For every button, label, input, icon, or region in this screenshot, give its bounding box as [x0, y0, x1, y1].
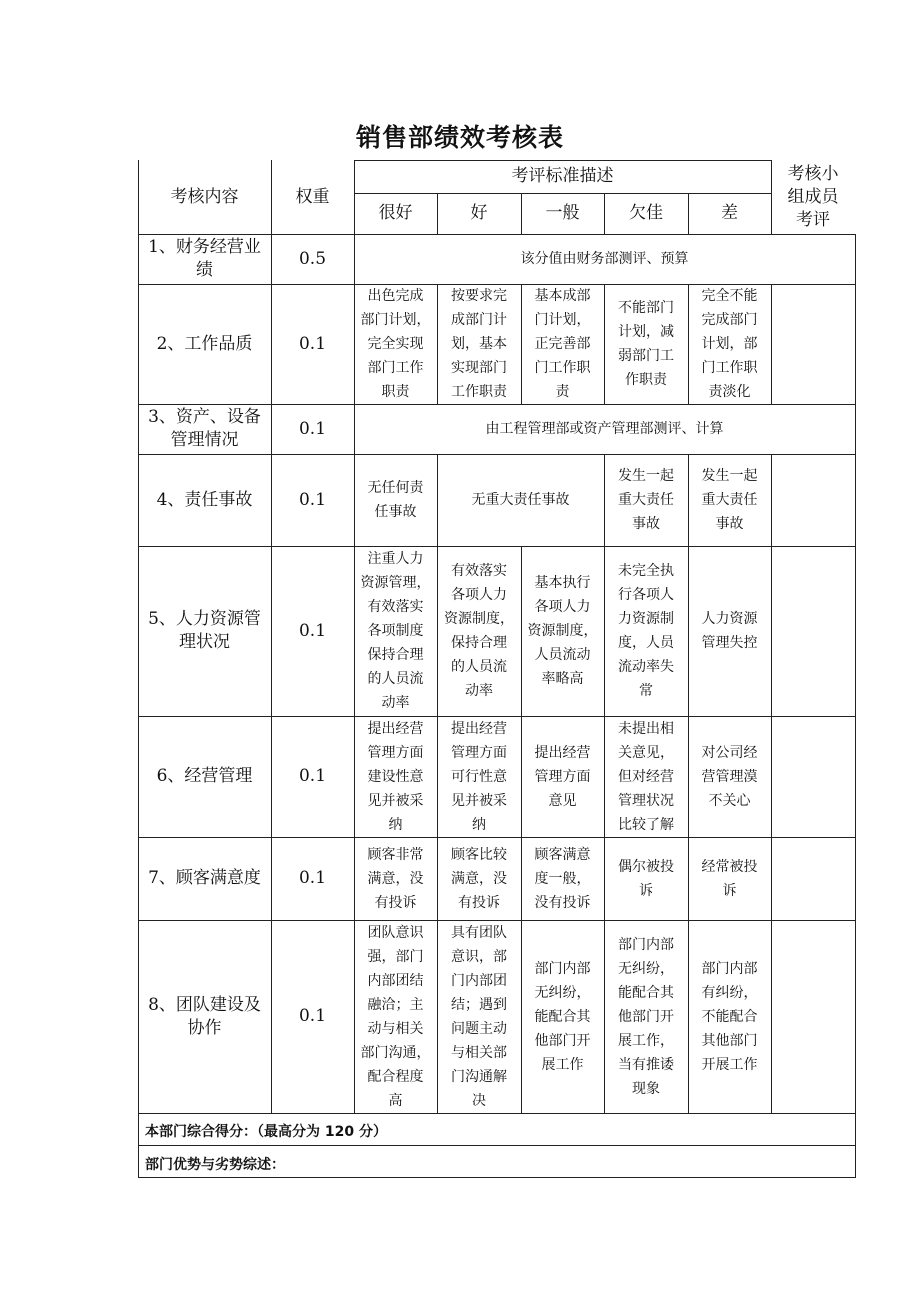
criteria-cell: 无任何责 任事故	[367, 480, 424, 520]
criteria-cell: 注重人力 资源管理， 有效落实 各项制度 保持合理 的人员流 动率	[360, 551, 431, 711]
criteria-cell: 提出经营 管理方面 建设性意 见并被采 纳	[367, 720, 424, 833]
table-rule	[437, 454, 438, 546]
row-weight: 0.1	[298, 620, 327, 641]
table-rule	[604, 454, 605, 546]
criteria-cell: 顾客比较 满意，没 有投诉	[451, 846, 507, 911]
criteria-cell: 提出经营 管理方面 意见	[534, 744, 591, 809]
table-rule	[138, 1113, 856, 1114]
table-rule	[138, 234, 856, 235]
header-level: 一般	[545, 203, 580, 223]
criteria-cell: 偶尔被投 诉	[618, 858, 674, 899]
table-rule	[604, 837, 605, 920]
table-rule	[437, 716, 438, 837]
table-rule	[604, 546, 605, 716]
table-rule	[688, 837, 689, 920]
criteria-cell: 部门内部 无纠纷， 能配合其 他部门开 展工作	[534, 960, 591, 1073]
table-rule	[688, 284, 689, 404]
table-rule	[521, 920, 522, 1113]
criteria-cell: 未提出相 关意见， 但对经营 管理状况 比较了解	[618, 720, 674, 833]
table-rule	[688, 193, 689, 234]
row-weight: 0.1	[298, 1006, 327, 1026]
criteria-cell: 完全不能 完成部门 计划，部 门工作职 责淡化	[701, 288, 758, 400]
criteria-cell: 人力资源 管理失控	[701, 611, 758, 651]
row-weight: 0.1	[298, 766, 327, 786]
table-rule	[521, 284, 522, 404]
page-title: 销售部绩效考核表	[355, 123, 564, 152]
table-rule	[521, 837, 522, 920]
criteria-cell: 按要求完 成部门计 划，基本 实现部门 工作职责	[451, 288, 507, 400]
row-item: 5、人力资源管 理状况	[148, 609, 261, 652]
row-item: 7、顾客满意度	[148, 868, 261, 888]
table-rule	[437, 193, 438, 234]
row-merged-note: 由工程管理部或资产管理部测评、计算	[485, 421, 724, 437]
row-weight: 0.1	[298, 418, 327, 439]
criteria-cell: 经常被投 诉	[701, 858, 758, 899]
table-rule	[771, 284, 772, 404]
row-item: 6、经营管理	[156, 766, 253, 786]
table-rule	[437, 546, 438, 716]
table-rule	[688, 920, 689, 1113]
table-rule	[521, 716, 522, 837]
summary-label: 部门优势与劣势综述：	[145, 1157, 285, 1173]
table-rule	[138, 160, 139, 1178]
header-content: 考核内容	[170, 186, 239, 207]
criteria-cell: 出色完成 部门计划， 完全实现 部门工作 职责	[360, 288, 431, 400]
table-rule	[771, 546, 772, 716]
criteria-cell: 未完全执 行各项人 力资源制 度，人员 流动率失 常	[618, 563, 674, 699]
criteria-cell: 部门内部 无纠纷， 能配合其 他部门开 展工作， 当有推诿 现象	[618, 936, 674, 1097]
row-weight: 0.1	[298, 333, 327, 354]
table-rule	[437, 920, 438, 1113]
criteria-cell: 基本执行 各项人力 资源制度， 人员流动 率略高	[527, 575, 598, 687]
table-rule	[138, 1177, 856, 1178]
criteria-cell: 提出经营 管理方面 可行性意 见并被采 纳	[451, 720, 507, 833]
criteria-cell: 具有团队 意识，部 门内部团 结；遇到 问题主动 与相关部 门沟通解 决	[451, 924, 507, 1109]
table-rule	[604, 920, 605, 1113]
table-rule	[604, 716, 605, 837]
table-rule	[771, 837, 772, 920]
table-rule	[138, 837, 856, 838]
table-rule	[771, 920, 772, 1113]
table-rule	[138, 920, 856, 921]
header-weight: 权重	[295, 186, 330, 207]
header-level: 差	[721, 203, 738, 223]
header-level: 很好	[378, 203, 413, 223]
table-rule	[271, 160, 272, 1113]
criteria-cell: 顾客满意 度一般， 没有投诉	[534, 846, 591, 911]
table-rule	[521, 546, 522, 716]
table-rule	[688, 454, 689, 546]
table-rule	[688, 546, 689, 716]
table-rule	[138, 546, 856, 547]
table-rule	[688, 716, 689, 837]
header-criteria: 考评标准描述	[511, 166, 614, 186]
table-rule	[771, 454, 772, 546]
table-rule	[138, 1145, 856, 1146]
table-rule	[354, 160, 772, 161]
table-rule	[138, 716, 856, 717]
criteria-cell: 部门内部 有纠纷， 不能配合 其他部门 开展工作	[701, 960, 758, 1073]
total-score-label: 本部门综合得分：（最高分为 120 分）	[145, 1124, 387, 1140]
criteria-cell: 发生一起 重大责任 事故	[618, 468, 674, 532]
table-rule	[437, 837, 438, 920]
row-item: 1、财务经营业 绩	[148, 237, 261, 280]
criteria-cell: 不能部门 计划，减 弱部门工 作职责	[618, 300, 674, 388]
criteria-cell: 基本成部 门计划， 正完善部 门工作职 责	[534, 288, 591, 400]
header-group: 考核小 组成员 考评	[787, 163, 839, 230]
criteria-cell: 无重大责任事故	[471, 492, 570, 508]
table-rule	[138, 454, 856, 455]
criteria-cell: 发生一起 重大责任 事故	[701, 468, 758, 532]
criteria-cell: 团队意识 强，部门 内部团结 融洽；主 动与相关 部门沟通， 配合程度 高	[360, 924, 431, 1109]
header-level: 欠佳	[629, 203, 663, 223]
criteria-cell: 顾客非常 满意，没 有投诉	[367, 846, 424, 911]
table-rule	[604, 193, 605, 234]
table-rule	[138, 284, 856, 285]
criteria-cell: 有效落实 各项人力 资源制度， 保持合理 的人员流 动率	[444, 563, 514, 699]
row-item: 3、资产、设备 管理情况	[148, 407, 261, 450]
row-weight: 0.5	[298, 248, 327, 269]
row-weight: 0.1	[298, 489, 327, 510]
table-rule	[354, 160, 355, 1113]
header-level: 好	[470, 203, 488, 223]
table-rule	[354, 193, 772, 194]
table-rule	[771, 716, 772, 837]
table-rule	[437, 284, 438, 404]
table-rule	[138, 404, 856, 405]
row-item: 8、团队建设及 协作	[148, 994, 261, 1038]
table-rule	[855, 234, 856, 1178]
row-item: 2、工作品质	[156, 333, 253, 354]
table-rule	[604, 284, 605, 404]
table-rule	[771, 160, 772, 234]
row-merged-note: 该分值由财务部测评、预算	[520, 251, 689, 267]
table-rule	[521, 193, 522, 234]
row-item: 4、责任事故	[156, 489, 253, 510]
criteria-cell: 对公司经 营管理漠 不关心	[701, 744, 758, 809]
row-weight: 0.1	[298, 868, 327, 888]
